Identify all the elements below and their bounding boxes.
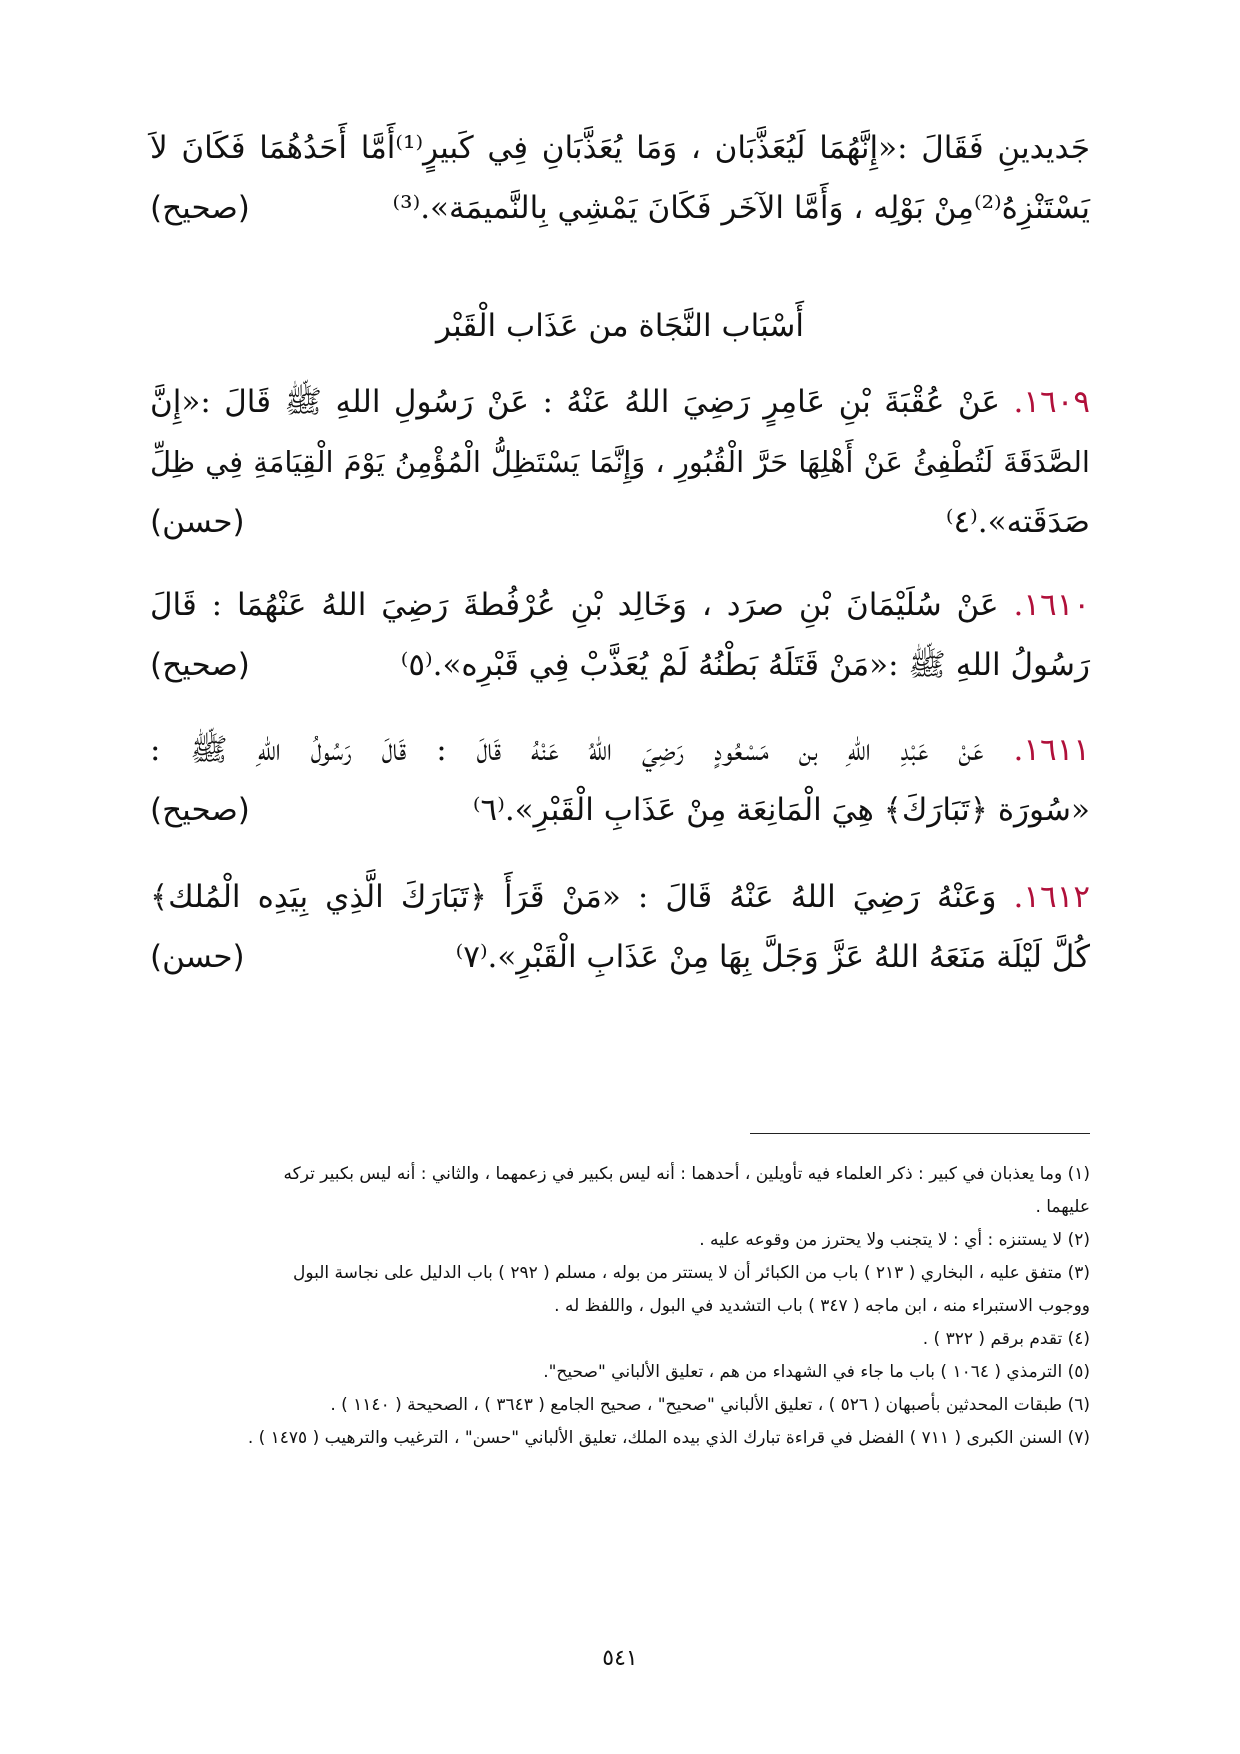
footnote: (٣) متفق عليه ، البخاري ( ٢١٣ ) باب من الكبائر أن لا يستتر من بوله ، مسلم ( ٢٩٢ ) باب الدليل على نجاسة البول — [292, 1263, 1090, 1283]
hadith-number: ١٦١٠. — [1013, 587, 1090, 623]
grade-label: (صحيح) — [150, 792, 250, 828]
hadith-line: كُلَّ لَيْلَة مَنَعَهُ اللهُ عَزَّ وَجَلَّ بِهَا مِنْ عَذَابِ الْقَبْرِ».⁽٧⁾ — [455, 939, 1090, 975]
hadith-block — [150, 867, 1090, 997]
footnote: (٥) الترمذي ( ١٠٦٤ ) باب ما جاء في الشهداء من هم ، تعليق الألباني "صحيح". — [543, 1362, 1090, 1382]
hadith-first-line — [150, 372, 1090, 432]
hadith-line: يَسْتَنْزِهُ⁽²⁾مِنْ بَوْلِه ، وَأَمَّا الآخَر فَكَانَ يَمْشِي بِالنَّميمَة».⁽³⁾ — [392, 190, 1090, 226]
footnote — [150, 1158, 1090, 1191]
hadith-line: جَديدينِ فَقَالَ :«إِنَّهُمَا لَيُعَذَّبَان ، وَمَا يُعَذَّبَانِ فِي كَبيرٍ⁽¹⁾أَمَّا أَحَدُهُمَا فَكَانَ لاَ — [150, 130, 1090, 166]
footnote-continuation: عليهما . — [1035, 1197, 1090, 1217]
grade-label: (صحيح) — [150, 190, 250, 226]
hadith-line: عَنْ سُلَيْمَانَ بْنِ صرَد ، وَخَالِد بْنِ عُرْفُطةَ رَضِيَ اللهُ عَنْهُمَا : قَالَ — [150, 587, 999, 623]
hadith-line: «سُورَة ﴿تَبَارَكَ﴾ هِيَ الْمَانِعَة مِنْ عَذَابِ الْقَبْرِ».⁽٦⁾ — [472, 792, 1090, 828]
hadith-number: ١٦١١. — [1013, 732, 1090, 768]
page-number: ٥٤١ — [602, 1646, 638, 1671]
footnote: (٢) لا يستنزه : أي : لا يتجنب ولا يحترز من وقوعه عليه . — [699, 1230, 1090, 1250]
hadith-line: الصَّدَقَةَ لَتُطْفِئُ عَنْ أَهْلِهَا حَرَّ الْقُبُورِ ، وَإِنَّمَا يَسْتَظِلُّ الْمُؤْمِنُ يَوْمَ الْقِيَامَةِ فِي ظِلِّ — [150, 445, 1090, 479]
footnote-continuation: ووجوب الاستبراء منه ، ابن ماجه ( ٣٤٧ ) باب التشديد في البول ، واللفظ له . — [554, 1296, 1090, 1316]
section-heading: أَسْبَاب النَّجَاة من عَذَاب الْقَبْر — [435, 308, 805, 344]
footnote: (٤) تقدم برقم ( ٣٢٢ ) . — [922, 1329, 1090, 1349]
hadith-line: عَنْ عُقْبَةَ بْنِ عَامِرٍ رَضِيَ اللهُ عَنْهُ : عَنْ رَسُولِ اللهِ ﷺ قَالَ :«إِنَّ — [150, 384, 1001, 420]
hadith-number: ١٦٠٩. — [1013, 384, 1090, 420]
grade-label: (حسن) — [150, 504, 245, 540]
hadith-first-line — [150, 575, 1090, 635]
hadith-line: عَنْ عَبْدِ اللهِ بن مَسْعُودٍ رَضِيَ اللهُ عَنْهُ قَالَ : قَالَ رَسُولُ اللهِ ﷺ : — [150, 732, 984, 768]
hadith-line: رَسُولُ اللهِ ﷺ :«مَنْ قَتَلَهُ بَطْنُهُ لَمْ يُعَذَّبْ فِي قَبْرِه».⁽٥⁾ — [400, 647, 1090, 683]
footnote: (٦) طبقات المحدثين بأصبهان ( ٥٢٦ ) ، تعليق الألباني "صحيح" ، صحيح الجامع ( ٣٦٤٣ ) ، الصحيحة ( ١١٤٠ ) . — [330, 1395, 1090, 1415]
hadith-line: وَعَنْهُ رَضِيَ اللهُ عَنْهُ قَالَ : «مَنْ قَرَأَ ﴿تَبَارَكَ الَّذِي بِيَدِه الْمُلك﴾ — [150, 879, 997, 915]
hadith-block — [150, 575, 1090, 705]
footnotes — [150, 1158, 1090, 1455]
hadith-line: صَدَقَته».⁽٤⁾ — [945, 504, 1090, 540]
hadith-number: ١٦١٢. — [1013, 879, 1090, 915]
grade-label: (حسن) — [150, 939, 245, 975]
footnote-separator — [750, 1133, 1090, 1134]
hadith-first-line — [150, 720, 1090, 780]
grade-label: (صحيح) — [150, 647, 250, 683]
footnote-text: (١) وما يعذبان في كبير : ذكر العلماء فيه تأويلين ، أحدهما : أنه ليس بكبير في زعمهما ، والثاني : أنه ليس بكبير تركه — [283, 1164, 1090, 1184]
hadith-first-line — [150, 867, 1090, 927]
footnote: (٧) السنن الكبرى ( ٧١١ ) الفضل في قراءة تبارك الذي بيده الملك، تعليق الألباني "حسن" ، الترغيب والترهيب ( ١٤٧٥ ) . — [247, 1428, 1090, 1448]
hadith-block — [150, 118, 1090, 248]
hadith-block — [150, 720, 1090, 850]
hadith-block — [150, 372, 1090, 562]
